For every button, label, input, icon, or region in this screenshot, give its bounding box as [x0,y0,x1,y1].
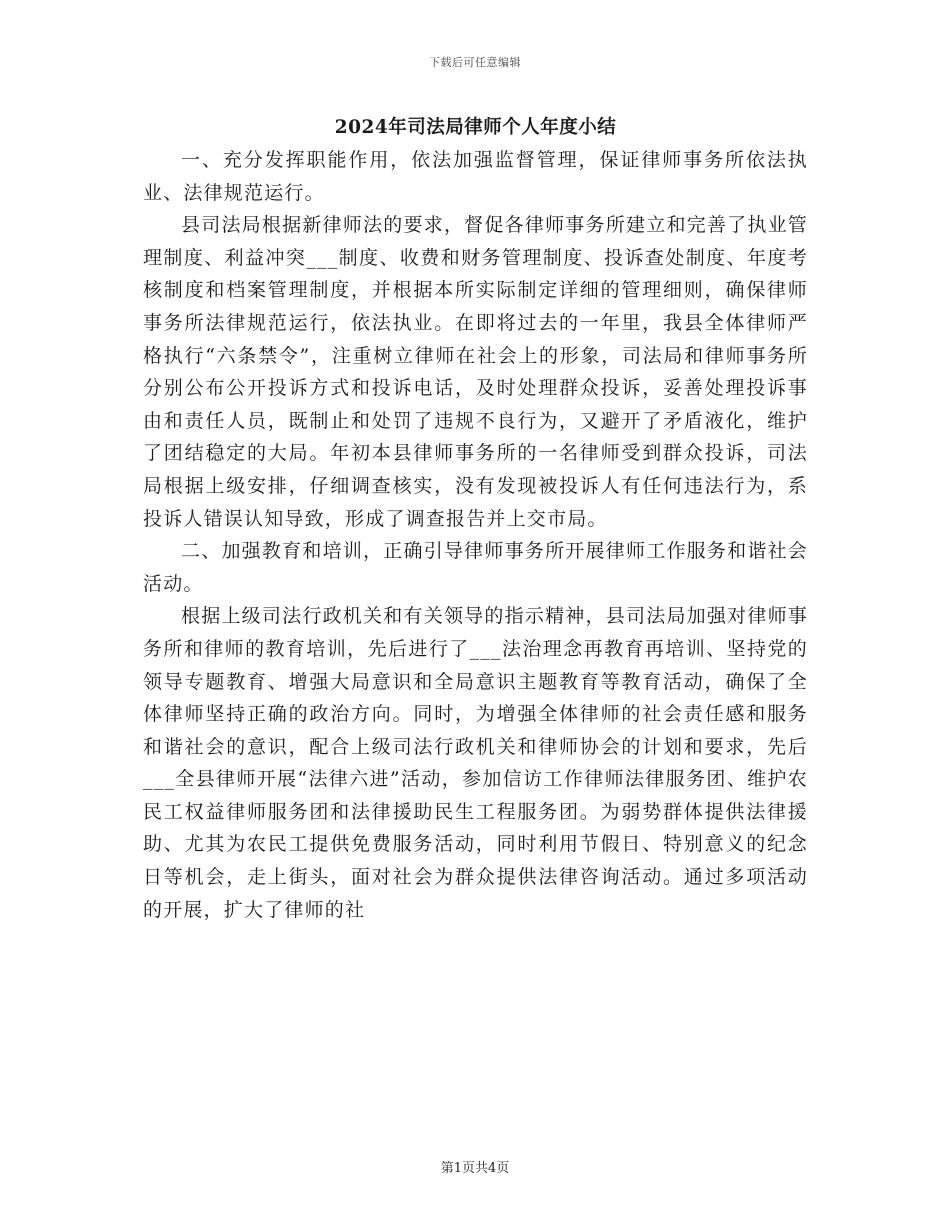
paragraph-section-2-body: 根据上级司法行政机关和有关领导的指示精神，县司法局加强对律师事务所和律师的教育培训，先后进行了___法治理念再教育再培训、坚持党的领导专题教育、增强大局意识和全局意识主题教育等教育活动，确保了全体律师坚持正确的政治方向。同时，为增强全体律师的社会责任感和服务和谐社会的意识，配合上级司法行政机关和律师协会的计划和要求，先后___全县律师开展“法律六进”活动，参加信访工作律师法律服务团、维护农民工权益律师服务团和法律援助民生工程服务团。为弱势群体提供法律援助、尤其为农民工提供免费服务活动，同时利用节假日、特别意义的纪念日等机会，走上街头，面对社会为群众提供法律咨询活动。通过多项活动的开展，扩大了律师的社 [143,605,808,921]
document-body [143,112,808,926]
paragraph-section-2-heading: 二、加强教育和培训，正确引导律师事务所开展律师工作服务和谐社会活动。 [143,540,808,595]
header-note: 下载后可任意编辑 [429,56,521,69]
paragraph-section-1-heading: 一、充分发挥职能作用，依法加强监督管理，保证律师事务所依法执业、法律规范运行。 [143,149,808,204]
document-title: 2024年司法局律师个人年度小结 [334,117,617,138]
paragraph-section-1-body: 县司法局根据新律师法的要求，督促各律师事务所建立和完善了执业管理制度、利益冲突___制度、收费和财务管理制度、投诉查处制度、年度考核制度和档案管理制度，并根据本所实际制定详细的管理细则，确保律师事务所法律规范运行，依法执业。在即将过去的一年里，我县全体律师严格执行“六条禁令”，注重树立律师在社会上的形象，司法局和律师事务所分别公布公开投诉方式和投诉电话，及时处理群众投诉，妥善处理投诉事由和责任人员，既制止和处罚了违规不良行为，又避开了矛盾液化，维护了团结稳定的大局。年初本县律师事务所的一名律师受到群众投诉，司法局根据上级安排，仔细调查核实，没有发现被投诉人有任何违法行为，系投诉人错误认知导致，形成了调查报告并上交市局。 [143,214,808,530]
page-number-footer: 第1页共4页 [440,1161,510,1176]
